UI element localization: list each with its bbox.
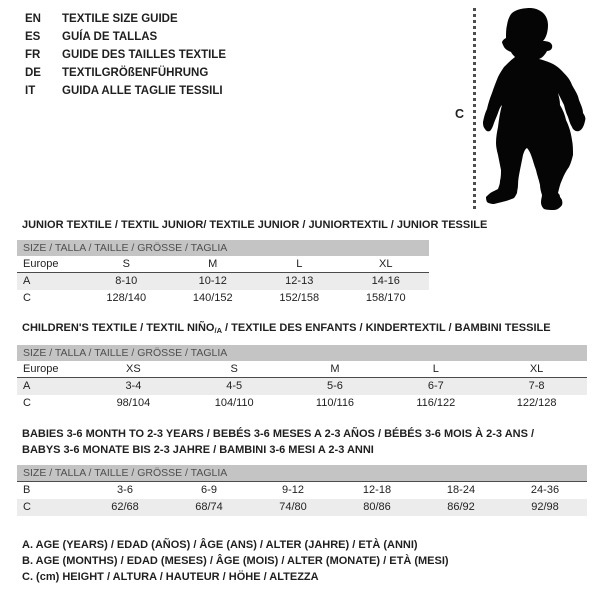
size-cell: S — [230, 363, 238, 375]
size-cell: 158/170 — [365, 292, 406, 304]
size-cell: 128/140 — [106, 292, 147, 304]
size-cell: 62/68 — [111, 501, 139, 513]
size-cell: XS — [126, 363, 141, 375]
row-label: A — [23, 275, 31, 287]
size-cell: 18-24 — [446, 484, 476, 496]
height-measure-dotted-line — [473, 8, 476, 209]
language-code: EN — [25, 13, 41, 25]
size-cell: 6-7 — [427, 380, 444, 392]
size-cell: 116/122 — [416, 397, 456, 409]
language-title: TEXTILE SIZE GUIDE — [62, 13, 178, 25]
footnote-b: B. AGE (MONTHS) / EDAD (MESES) / ÂGE (MOIS) / ALTER (MONATE) / ETÀ (MESI) — [22, 555, 449, 567]
row-label: Europe — [23, 258, 59, 270]
junior-size-table — [17, 240, 429, 307]
language-row — [25, 82, 226, 100]
table-row — [17, 290, 429, 307]
footnote-c: C. (cm) HEIGHT / ALTURA / HAUTEUR / HÖHE / ALTEZZA — [22, 571, 319, 583]
babies-title-line2: BABYS 3-6 MONATE BIS 2-3 JAHRE / BAMBINI 3-6 MESI A 2-3 ANNI — [22, 444, 374, 456]
size-cell: 6-9 — [201, 484, 217, 496]
language-row — [25, 46, 226, 64]
table-row — [17, 378, 587, 395]
language-title: GUIDE DES TAILLES TEXTILE — [62, 49, 226, 61]
language-title: TEXTILGRÖßENFÜHRUNG — [62, 67, 209, 79]
babies-title-line1: BABIES 3-6 MONTH TO 2-3 YEARS / BEBÉS 3-6 MESES A 2-3 AÑOS / BÉBÉS 3-6 MOIS À 2-3 ANS / — [22, 428, 535, 440]
language-row — [25, 64, 226, 82]
size-cell: 14-16 — [371, 275, 400, 287]
size-cell: M — [208, 258, 218, 270]
table-row — [17, 361, 587, 378]
size-cell: 80/86 — [363, 501, 391, 513]
size-cell: XL — [529, 363, 544, 375]
row-label: Europe — [23, 363, 59, 375]
row-label: C — [23, 501, 31, 513]
size-cell: 12-13 — [285, 275, 314, 287]
size-cell: 9-12 — [281, 484, 305, 496]
size-cell: L — [432, 363, 439, 375]
size-cell: 3-4 — [125, 380, 142, 392]
children-size-table — [17, 345, 587, 412]
size-cell: 8-10 — [115, 275, 138, 287]
row-label: A — [23, 380, 31, 392]
size-cell: 122/128 — [516, 397, 557, 409]
language-row — [25, 28, 226, 46]
size-header-bar: SIZE / TALLA / TAILLE / GRÖSSE / TAGLIA — [17, 465, 587, 482]
language-row — [25, 10, 226, 28]
size-cell: 5-6 — [327, 380, 343, 392]
section-title-children — [22, 320, 551, 339]
table-row — [17, 499, 587, 516]
footnotes — [22, 537, 449, 585]
size-cell: 104/110 — [214, 397, 254, 409]
row-label: C — [23, 292, 31, 304]
size-cell: S — [122, 258, 130, 270]
size-cell: 7-8 — [528, 380, 545, 392]
size-cell: M — [330, 363, 340, 375]
table-row — [17, 256, 429, 273]
language-code: FR — [25, 49, 41, 61]
size-cell: 110/116 — [315, 397, 355, 409]
table-row — [17, 273, 429, 290]
section-title-babies — [22, 426, 534, 458]
children-title-subscript: /A — [214, 326, 222, 335]
size-cell: 74/80 — [279, 501, 307, 513]
size-header-bar: SIZE / TALLA / TAILLE / GRÖSSE / TAGLIA — [17, 345, 587, 361]
toddler-silhouette-image — [482, 5, 592, 213]
size-cell: 140/152 — [192, 292, 233, 304]
size-cell: 86/92 — [447, 501, 475, 513]
size-cell: 3-6 — [117, 484, 133, 496]
babies-size-table — [17, 465, 587, 516]
size-cell: 10-12 — [198, 275, 227, 287]
language-code: IT — [25, 85, 36, 97]
children-title-prefix: CHILDREN'S TEXTILE / TEXTIL NIÑO — [22, 322, 215, 334]
size-cell: XL — [379, 258, 393, 270]
row-label: C — [23, 397, 31, 409]
size-cell: 4-5 — [226, 380, 243, 392]
language-title: GUIDA ALLE TAGLIE TESSILI — [62, 85, 223, 97]
footnote-a: A. AGE (YEARS) / EDAD (AÑOS) / ÂGE (ANS) / ALTER (JAHRE) / ETÀ (ANNI) — [22, 539, 418, 551]
height-measure-label: C — [455, 107, 465, 121]
language-code: ES — [25, 31, 41, 43]
size-cell: L — [296, 258, 303, 270]
language-header — [25, 10, 226, 100]
size-cell: 24-36 — [530, 484, 560, 496]
size-cell: 98/104 — [116, 397, 151, 409]
size-header-bar: SIZE / TALLA / TAILLE / GRÖSSE / TAGLIA — [17, 240, 429, 256]
size-cell: 152/158 — [279, 292, 320, 304]
row-label: B — [23, 484, 31, 496]
table-row — [17, 395, 587, 412]
table-row — [17, 482, 587, 499]
size-cell: 68/74 — [195, 501, 223, 513]
children-title-suffix: / TEXTILE DES ENFANTS / KINDERTEXTIL / BAMBINI TESSILE — [221, 322, 551, 334]
size-cell: 12-18 — [362, 484, 392, 496]
language-code: DE — [25, 67, 41, 79]
language-title: GUÍA DE TALLAS — [62, 31, 158, 43]
section-title-junior: JUNIOR TEXTILE / TEXTIL JUNIOR/ TEXTILE JUNIOR / JUNIORTEXTIL / JUNIOR TESSILE — [22, 219, 488, 231]
size-cell: 92/98 — [531, 501, 559, 513]
